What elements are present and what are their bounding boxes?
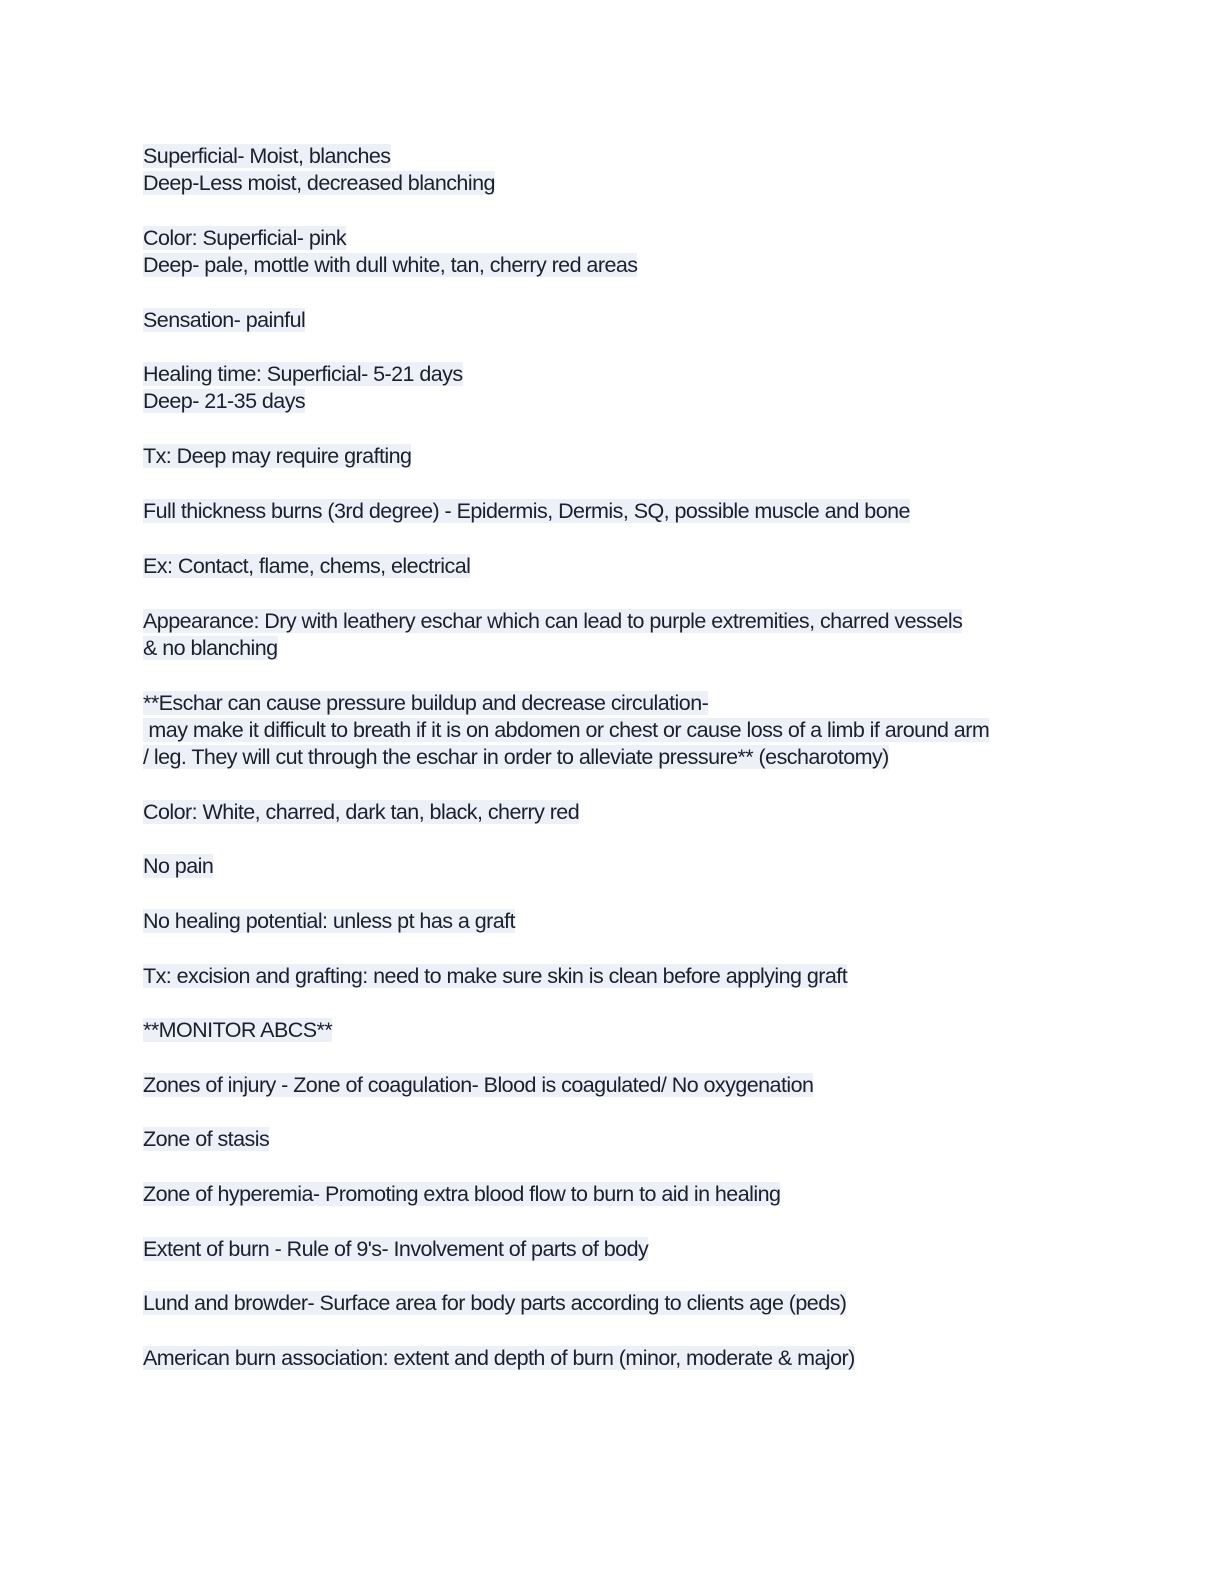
text-line — [143, 1290, 1083, 1317]
text-line-content: Superficial- Moist, blanches — [143, 144, 391, 168]
paragraph-monitor-abcs — [143, 1017, 1083, 1044]
paragraph-no-pain — [143, 853, 1083, 880]
text-line — [143, 908, 1083, 935]
text-line — [143, 635, 1083, 662]
text-line-content: & no blanching — [143, 636, 278, 660]
text-line — [143, 553, 1083, 580]
text-line-content: Healing time: Superficial- 5-21 days — [143, 362, 463, 386]
text-line — [143, 388, 1083, 415]
paragraph-color — [143, 225, 1083, 279]
paragraph-examples — [143, 553, 1083, 580]
paragraph-treatment-excision — [143, 963, 1083, 990]
text-line-content: American burn association: extent and depth of burn (minor, moderate & major) — [143, 1346, 855, 1370]
paragraph-superficial-moisture — [143, 143, 1083, 197]
text-line — [143, 853, 1083, 880]
text-line — [143, 225, 1083, 252]
text-line-content: Zone of stasis — [143, 1127, 270, 1151]
text-line-content: Ex: Contact, flame, chems, electrical — [143, 554, 471, 578]
text-line — [143, 1126, 1083, 1153]
paragraph-zone-of-hyperemia — [143, 1181, 1083, 1208]
text-line — [143, 1072, 1083, 1099]
paragraph-zones-of-injury — [143, 1072, 1083, 1099]
text-line — [143, 1345, 1083, 1372]
text-line-content: Extent of burn - Rule of 9's- Involvement of parts of body — [143, 1237, 649, 1261]
text-line — [143, 1181, 1083, 1208]
text-line-content: Tx: excision and grafting: need to make sure skin is clean before applying graft — [143, 964, 848, 988]
text-line-content: Deep-Less moist, decreased blanching — [143, 171, 495, 195]
text-line — [143, 744, 1083, 771]
text-line-content: Color: Superficial- pink — [143, 226, 347, 250]
paragraph-eschar-note — [143, 690, 1083, 771]
text-line-content: Sensation- painful — [143, 308, 306, 332]
text-line-content: Zone of hyperemia- Promoting extra blood flow to burn to aid in healing — [143, 1182, 781, 1206]
text-line — [143, 690, 1083, 717]
paragraph-color-full-thickness — [143, 799, 1083, 826]
text-line-content: Color: White, charred, dark tan, black, cherry red — [143, 800, 580, 824]
text-line — [143, 361, 1083, 388]
text-line — [143, 143, 1083, 170]
text-line — [143, 608, 1083, 635]
paragraph-healing-time — [143, 361, 1083, 415]
text-line-content: Deep- 21-35 days — [143, 389, 306, 413]
paragraph-full-thickness — [143, 498, 1083, 525]
text-line-content: may make it difficult to breath if it is on abdomen or chest or cause loss of a limb if around arm — [143, 718, 990, 742]
text-line-content: Full thickness burns (3rd degree) - Epidermis, Dermis, SQ, possible muscle and bone — [143, 499, 910, 523]
text-line-content: Tx: Deep may require grafting — [143, 444, 412, 468]
text-line — [143, 1236, 1083, 1263]
text-line — [143, 170, 1083, 197]
paragraph-zone-of-stasis — [143, 1126, 1083, 1153]
text-line — [143, 799, 1083, 826]
text-line — [143, 443, 1083, 470]
text-line-content: No pain — [143, 854, 214, 878]
paragraph-appearance — [143, 608, 1083, 662]
paragraph-extent-of-burn — [143, 1236, 1083, 1263]
text-line-content: Deep- pale, mottle with dull white, tan, cherry red areas — [143, 253, 638, 277]
paragraph-american-burn-association — [143, 1345, 1083, 1372]
text-line — [143, 963, 1083, 990]
text-line — [143, 717, 1083, 744]
text-line — [143, 1017, 1083, 1044]
paragraph-healing-potential — [143, 908, 1083, 935]
paragraph-lund-and-browder — [143, 1290, 1083, 1317]
text-line-content: Appearance: Dry with leathery eschar which can lead to purple extremities, charred vessels — [143, 609, 963, 633]
paragraph-treatment-deep — [143, 443, 1083, 470]
text-line-content: **Eschar can cause pressure buildup and decrease circulation- — [143, 691, 709, 715]
text-line-content: No healing potential: unless pt has a graft — [143, 909, 515, 933]
text-line-content: Lund and browder- Surface area for body parts according to clients age (peds) — [143, 1291, 847, 1315]
text-line — [143, 307, 1083, 334]
text-line-content: **MONITOR ABCS** — [143, 1018, 333, 1042]
text-line-content: Zones of injury - Zone of coagulation- Blood is coagulated/ No oxygenation — [143, 1073, 814, 1097]
text-line — [143, 252, 1083, 279]
text-line — [143, 498, 1083, 525]
text-line-content: / leg. They will cut through the eschar in order to alleviate pressure** (escharotomy) — [143, 745, 889, 769]
paragraph-sensation — [143, 307, 1083, 334]
